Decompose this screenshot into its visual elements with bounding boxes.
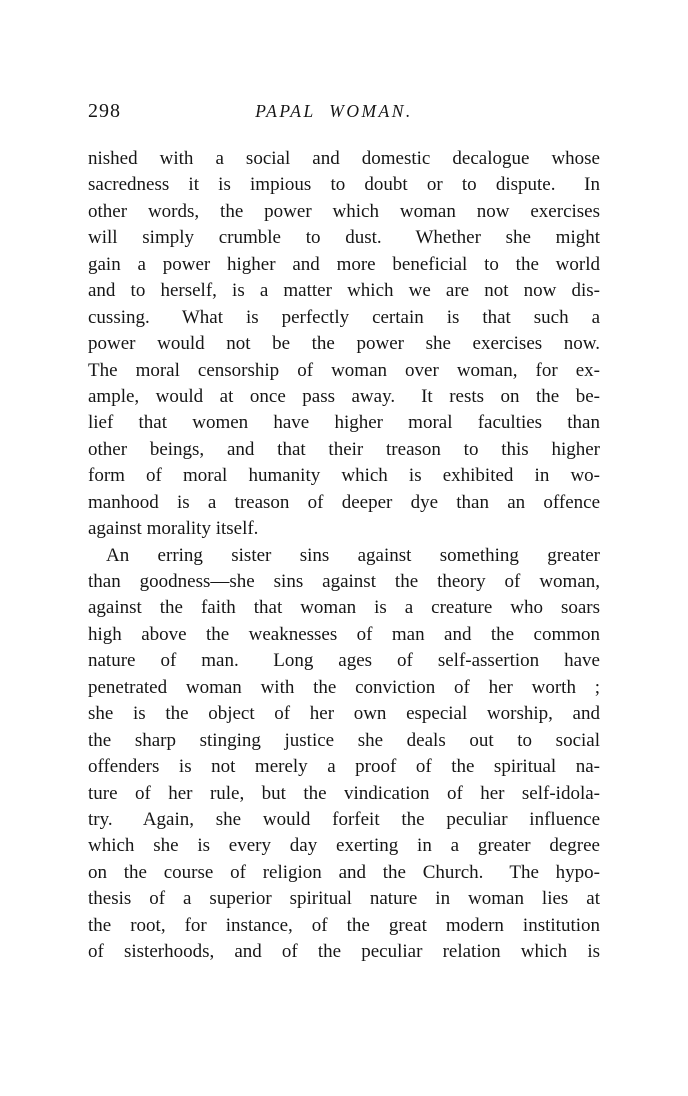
- text-line: on the course of religion and the Church. The hypo-: [88, 861, 600, 883]
- text-line: other beings, and that their treason to this higher: [88, 438, 600, 460]
- text-line: gain a power higher and more beneficial to the world: [88, 253, 600, 275]
- text-line: The moral censorship of woman over woman, for ex-: [88, 359, 600, 381]
- text-line: ture of her rule, but the vindication of her self-idola-: [88, 782, 600, 804]
- text-line: nished with a social and domestic decalogue whose: [88, 148, 600, 169]
- text-line: power would not be the power she exercises now.: [88, 333, 600, 355]
- text-line: and to herself, is a matter which we are not now dis-: [88, 280, 600, 302]
- page-header: [88, 100, 600, 126]
- text-line: of sisterhoods, and of the peculiar relation which is: [88, 941, 600, 963]
- text-line: high above the weaknesses of man and the common: [88, 623, 600, 645]
- page-number: 298: [88, 100, 121, 122]
- text-line: lief that women have higher moral faculties than: [88, 412, 600, 434]
- text-line: than goodness—she sins against the theory of woman,: [88, 571, 600, 592]
- text-line: try. Again, she would forfeit the peculiar influence: [88, 808, 600, 830]
- page-body: [88, 146, 600, 966]
- text-line: ample, would at once pass away. It rests on the be-: [88, 385, 600, 407]
- text-line: against morality itself.: [88, 518, 259, 540]
- text-line: offenders is not merely a proof of the spiritual na-: [88, 756, 600, 778]
- text-line: she is the object of her own especial worship, and: [88, 703, 600, 725]
- text-line: penetrated woman with the conviction of her worth ;: [88, 676, 600, 698]
- text-line: An erring sister sins against something greater: [106, 544, 600, 566]
- text-line: will simply crumble to dust. Whether she might: [88, 227, 600, 249]
- text-line: against the faith that woman is a creature who soars: [88, 597, 600, 619]
- text-line: the sharp stinging justice she deals out to social: [88, 729, 600, 751]
- text-line: the root, for instance, of the great modern institution: [88, 914, 600, 936]
- text-line: sacredness it is impious to doubt or to dispute. In: [88, 174, 600, 196]
- text-line: which she is every day exerting in a greater degree: [88, 835, 600, 857]
- running-title: PAPAL WOMAN.: [255, 101, 413, 121]
- text-line: manhood is a treason of deeper dye than an offence: [88, 491, 600, 513]
- paragraph: [88, 146, 600, 543]
- paragraph: [88, 543, 600, 966]
- text-line: form of moral humanity which is exhibited in wo-: [88, 465, 600, 487]
- text-line: nature of man. Long ages of self-assertion have: [88, 650, 600, 672]
- text-line: other words, the power which woman now exercises: [88, 200, 600, 222]
- text-line: cussing. What is perfectly certain is that such a: [88, 306, 600, 328]
- text-line: thesis of a superior spiritual nature in woman lies at: [88, 888, 600, 910]
